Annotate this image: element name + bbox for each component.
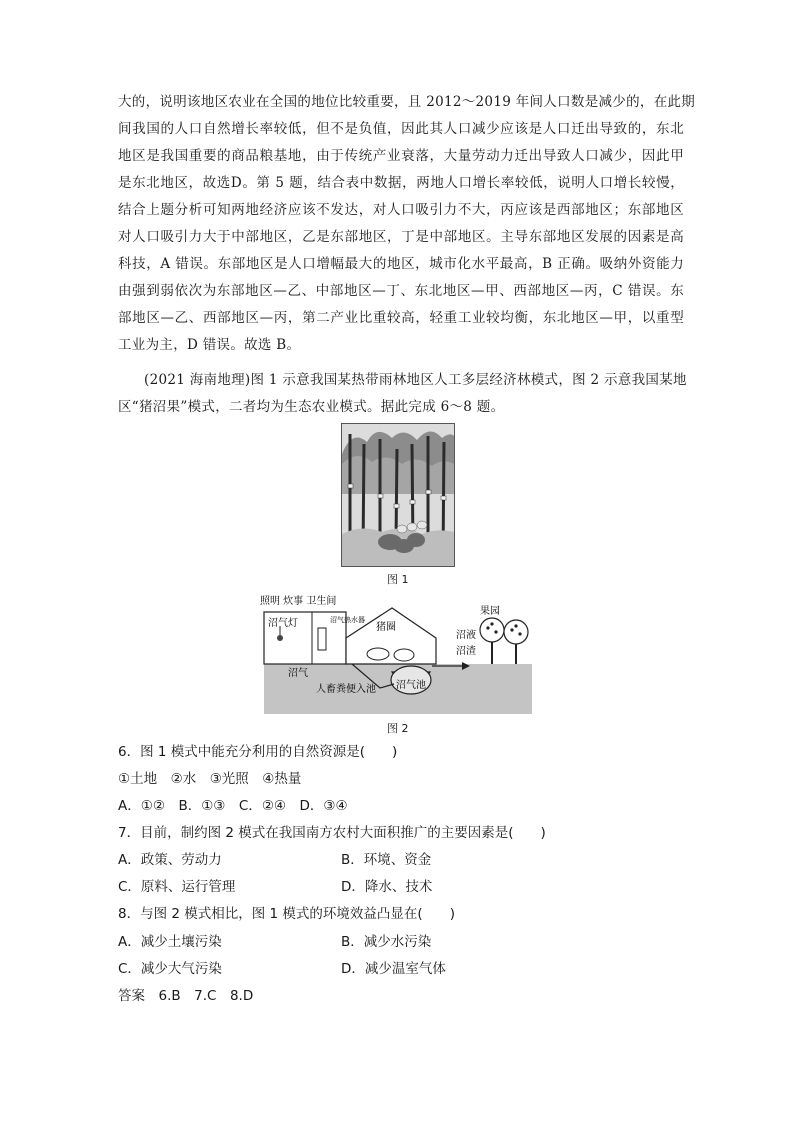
analysis-line: 部地区—乙、西部地区—丙，第二产业比重较高，轻重工业较均衡，东北地区—甲，以重型: [118, 310, 684, 326]
label-biogas-lamp: 沼气灯: [268, 618, 298, 629]
analysis-line: 是东北地区，故选D。第 5 题，结合表中数据，两地人口增长率较低，说明人口增长较慢，: [118, 175, 684, 191]
analysis-line: 地区是我国重要的商品粮基地，由于传统产业衰落，大量劳动力迁出导致人口减少，因此甲: [118, 148, 684, 164]
analysis-line: 大的，说明该地区农业在全国的地位比较重要，且 2012～2019 年间人口数是减少的，在此期: [118, 94, 696, 110]
label-rooms: 照明 炊事 卫生间: [260, 596, 337, 607]
analysis-line: 结合上题分析可知两地经济应该不发达，对人口吸引力不大，丙应该是西部地区；东部地区: [118, 202, 684, 218]
lamp-icon: [277, 635, 283, 641]
question-6-options: A．①② B．①③ C．②④ D．③④: [118, 798, 348, 814]
analysis-line: 由强到弱依次为东部地区—乙、中部地区—丁、东北地区—甲、西部地区—丙，C 错误。东: [118, 283, 684, 299]
question-8-option-c: C．减少大气污染: [118, 961, 222, 977]
label-biogas-heater: 沼气热水器: [330, 616, 365, 624]
question-6-choices: ①土地 ②水 ③光照 ④热量: [118, 771, 302, 787]
rainforest-drawing: [342, 424, 454, 566]
question-7-option-d: D．降水、技术: [341, 879, 433, 895]
intro-line: (2021 海南地理)图 1 示意我国某热带雨林地区人工多层经济林模式，图 2 示意我国某地: [144, 372, 687, 388]
question-7-stem: 7．目前，制约图 2 模式在我国南方农村大面积推广的主要因素是( ): [118, 825, 546, 841]
analysis-paragraph: [118, 89, 696, 359]
label-manure-inlet: 人畜粪便入池: [316, 684, 376, 695]
question-7-option-c: C．原料、运行管理: [118, 879, 236, 895]
label-biogas: 沼气: [288, 668, 308, 679]
intro-line: 区“猪沼果”模式，二者均为生态农业模式。据此完成 6～8 题。: [118, 399, 505, 415]
question-8-option-d: D．减少温室气体: [341, 961, 446, 977]
question-6-stem: 6．图 1 模式中能充分利用的自然资源是( ): [118, 744, 398, 760]
question-7-option-a: A．政策、劳动力: [118, 852, 222, 868]
label-residue: 沼渣: [456, 646, 476, 657]
label-digester: 沼气池: [396, 680, 426, 691]
label-pigsty: 猪圈: [376, 622, 396, 633]
figure-1-illustration: [341, 423, 455, 567]
question-8-option-a: A．减少土壤污染: [118, 934, 222, 950]
analysis-line: 工业为主，D 错误。故选 B。: [118, 337, 301, 353]
figure-1-caption: 图 1: [387, 573, 409, 586]
question-7-option-b: B．环境、资金: [341, 852, 432, 868]
figure-2-diagram: [260, 592, 532, 714]
orchard-trees: [480, 618, 528, 664]
label-slurry: 沼液: [456, 630, 476, 641]
label-orchard: 果园: [480, 606, 500, 617]
intro-paragraph: [118, 367, 687, 421]
figure-2-caption: 图 2: [387, 722, 409, 735]
analysis-line: 对人口吸引力大于中部地区，乙是东部地区，丁是中部地区。主导东部地区发展的因素是高: [118, 229, 684, 245]
answer-line: 答案 6.B 7.C 8.D: [118, 988, 254, 1004]
analysis-line: 科技，A 错误。东部地区是人口增幅最大的地区，城市化水平最高，B 正确。吸纳外资能力: [118, 256, 684, 272]
water-heater-icon: [318, 628, 326, 650]
analysis-line: 间我国的人口自然增长率较低，但不是负值，因此其人口减少应该是人口迁出导致的，东北: [118, 121, 684, 137]
question-8-option-b: B．减少水污染: [341, 934, 432, 950]
question-8-stem: 8．与图 2 模式相比，图 1 模式的环境效益凸显在( ): [118, 906, 455, 922]
